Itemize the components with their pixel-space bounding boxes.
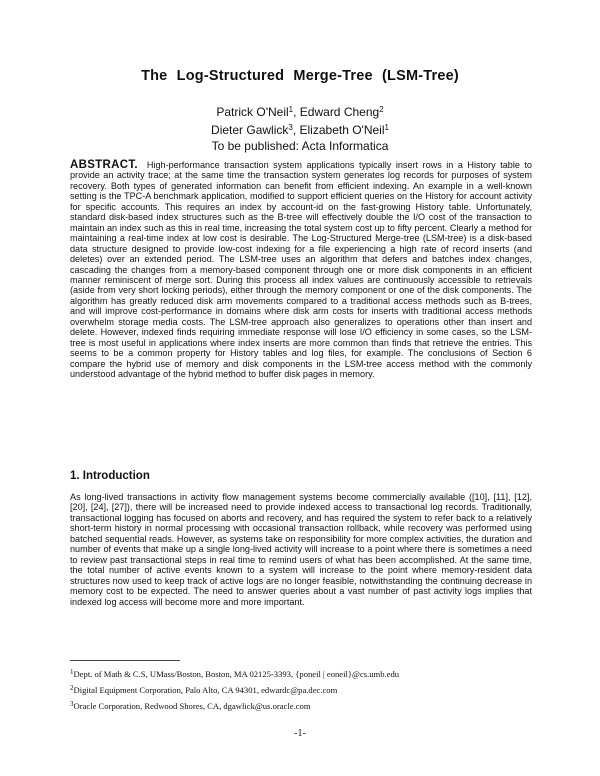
abstract: [70, 160, 532, 380]
footnote-2: [70, 681, 540, 697]
footnote-text: Dept. of Math & C.S, UMass/Boston, Boston, MA 02125-3393, {poneil | eoneil}@cs.umb.edu: [73, 669, 400, 679]
author-block: [0, 102, 600, 154]
affiliation-mark: 2: [379, 105, 384, 114]
footnote-text: Digital Equipment Corporation, Palo Alto, CA 94301, edwardc@pa.dec.com: [73, 685, 338, 695]
publication-note: To be published: Acta Informatica: [211, 139, 389, 153]
author-name: Patrick O'Neil: [216, 105, 289, 119]
footnote-mark: 3: [70, 700, 74, 708]
author-separator: ,: [292, 123, 300, 137]
author-separator: ,: [293, 105, 300, 119]
section-heading-introduction: 1. Introduction: [70, 470, 150, 482]
author-name: Elizabeth O'Neil: [299, 123, 385, 137]
author-name: Edward Cheng: [299, 105, 380, 119]
footnote-3: [70, 697, 540, 713]
footnote-text: Oracle Corporation, Redwood Shores, CA, dgawlick@us.oracle.com: [73, 701, 311, 711]
affiliation-mark: 1: [288, 105, 294, 114]
paper-title: The Log-Structured Merge-Tree (LSM-Tree): [141, 68, 459, 84]
affiliation-mark: 1: [384, 123, 389, 132]
abstract-heading: ABSTRACT.: [70, 159, 138, 171]
author-line-2: [0, 120, 600, 138]
abstract-text: High-performance transaction system applications typically insert rows in a History table to provide an activity trace; at the same time the transaction system generates log records for purposes of system recovery. Both types of generated information can benefit from efficient indexing. An example in a well-known setting is the TPC-A benchmark application, modified to support efficient queries on the History for account activity for specific accounts. This requires an index by account-id on the fast-growing History table. Unfortunately, standard disk-based index structures such as the B-tree will effectively double the I/O cost of the transaction to maintain an index such as this in real time, increasing the total system cost up to fifty percent. Clearly a method for maintaining a real-time index at low cost is desirable. The Log-Structured Merge-tree (LSM-tree) is a disk-based data structure designed to provide low-cost indexing for a file experiencing a high rate of record inserts (and deletes) over an extended period. The LSM-tree uses an algorithm that defers and batches index changes, cascading the changes from a memory-based component through one or more disk components in an efficient manner reminiscent of merge sort. During this process all index values are continuously accessible to retrievals (aside from very short locking periods), either through the memory component or one of the disk components. The algorithm has greatly reduced disk arm movements compared to a traditional access methods such as B-trees, and will improve cost-performance in domains where disk arm costs for inserts with traditional access methods overwhelm storage media costs. The LSM-tree approach also generalizes to operations other than insert and delete. However, indexed finds requiring immediate response will lose I/O efficiency in some cases, so the LSM-tree is most useful in applications where index inserts are more common than finds that retrieve the entries. This seems to be a common property for History tables and log files, for example. The conclusions of Section 6 compare the hybrid use of memory and disk components in the LSM-tree access method with the commonly understood advantage of the hybrid method to buffer disk pages in memory.: [70, 160, 532, 380]
author-line-1: [0, 102, 600, 120]
footnotes: [70, 665, 540, 713]
footnote-mark: 2: [70, 684, 74, 692]
footnote-divider: [70, 660, 180, 661]
page-number: -1-: [294, 728, 306, 739]
introduction-paragraph: As long-lived transactions in activity flow management systems become commercially available ([10], [11], [12], [20], [24], [27]), there will be increased need to provide indexed access to transactional log records. Traditionally, transactional logging has focused on aborts and recovery, and has required the system to refer back to a relatively short-term history in normal processing with occasional transaction rollback, while recovery was performed using batched sequential reads. However, as systems take on responsibility for more complex activities, the duration and number of events that make up a single long-lived activity will increase to a point where there is sometimes a need to review past transactional steps in real time to remind users of what has been accomplished. At the same time, the total number of active events known to a system will increase to the point where memory-resident data structures now used to keep track of active logs are no longer feasible, notwithstanding the continuing decrease in memory cost to be expected. The need to answer queries about a vast number of past activity logs implies that indexed log access will become more and more important.: [70, 492, 532, 607]
footnote-1: [70, 665, 540, 681]
author-name: Dieter Gawlick: [211, 123, 289, 137]
footnote-mark: 1: [70, 668, 74, 676]
affiliation-mark: 3: [288, 123, 293, 132]
